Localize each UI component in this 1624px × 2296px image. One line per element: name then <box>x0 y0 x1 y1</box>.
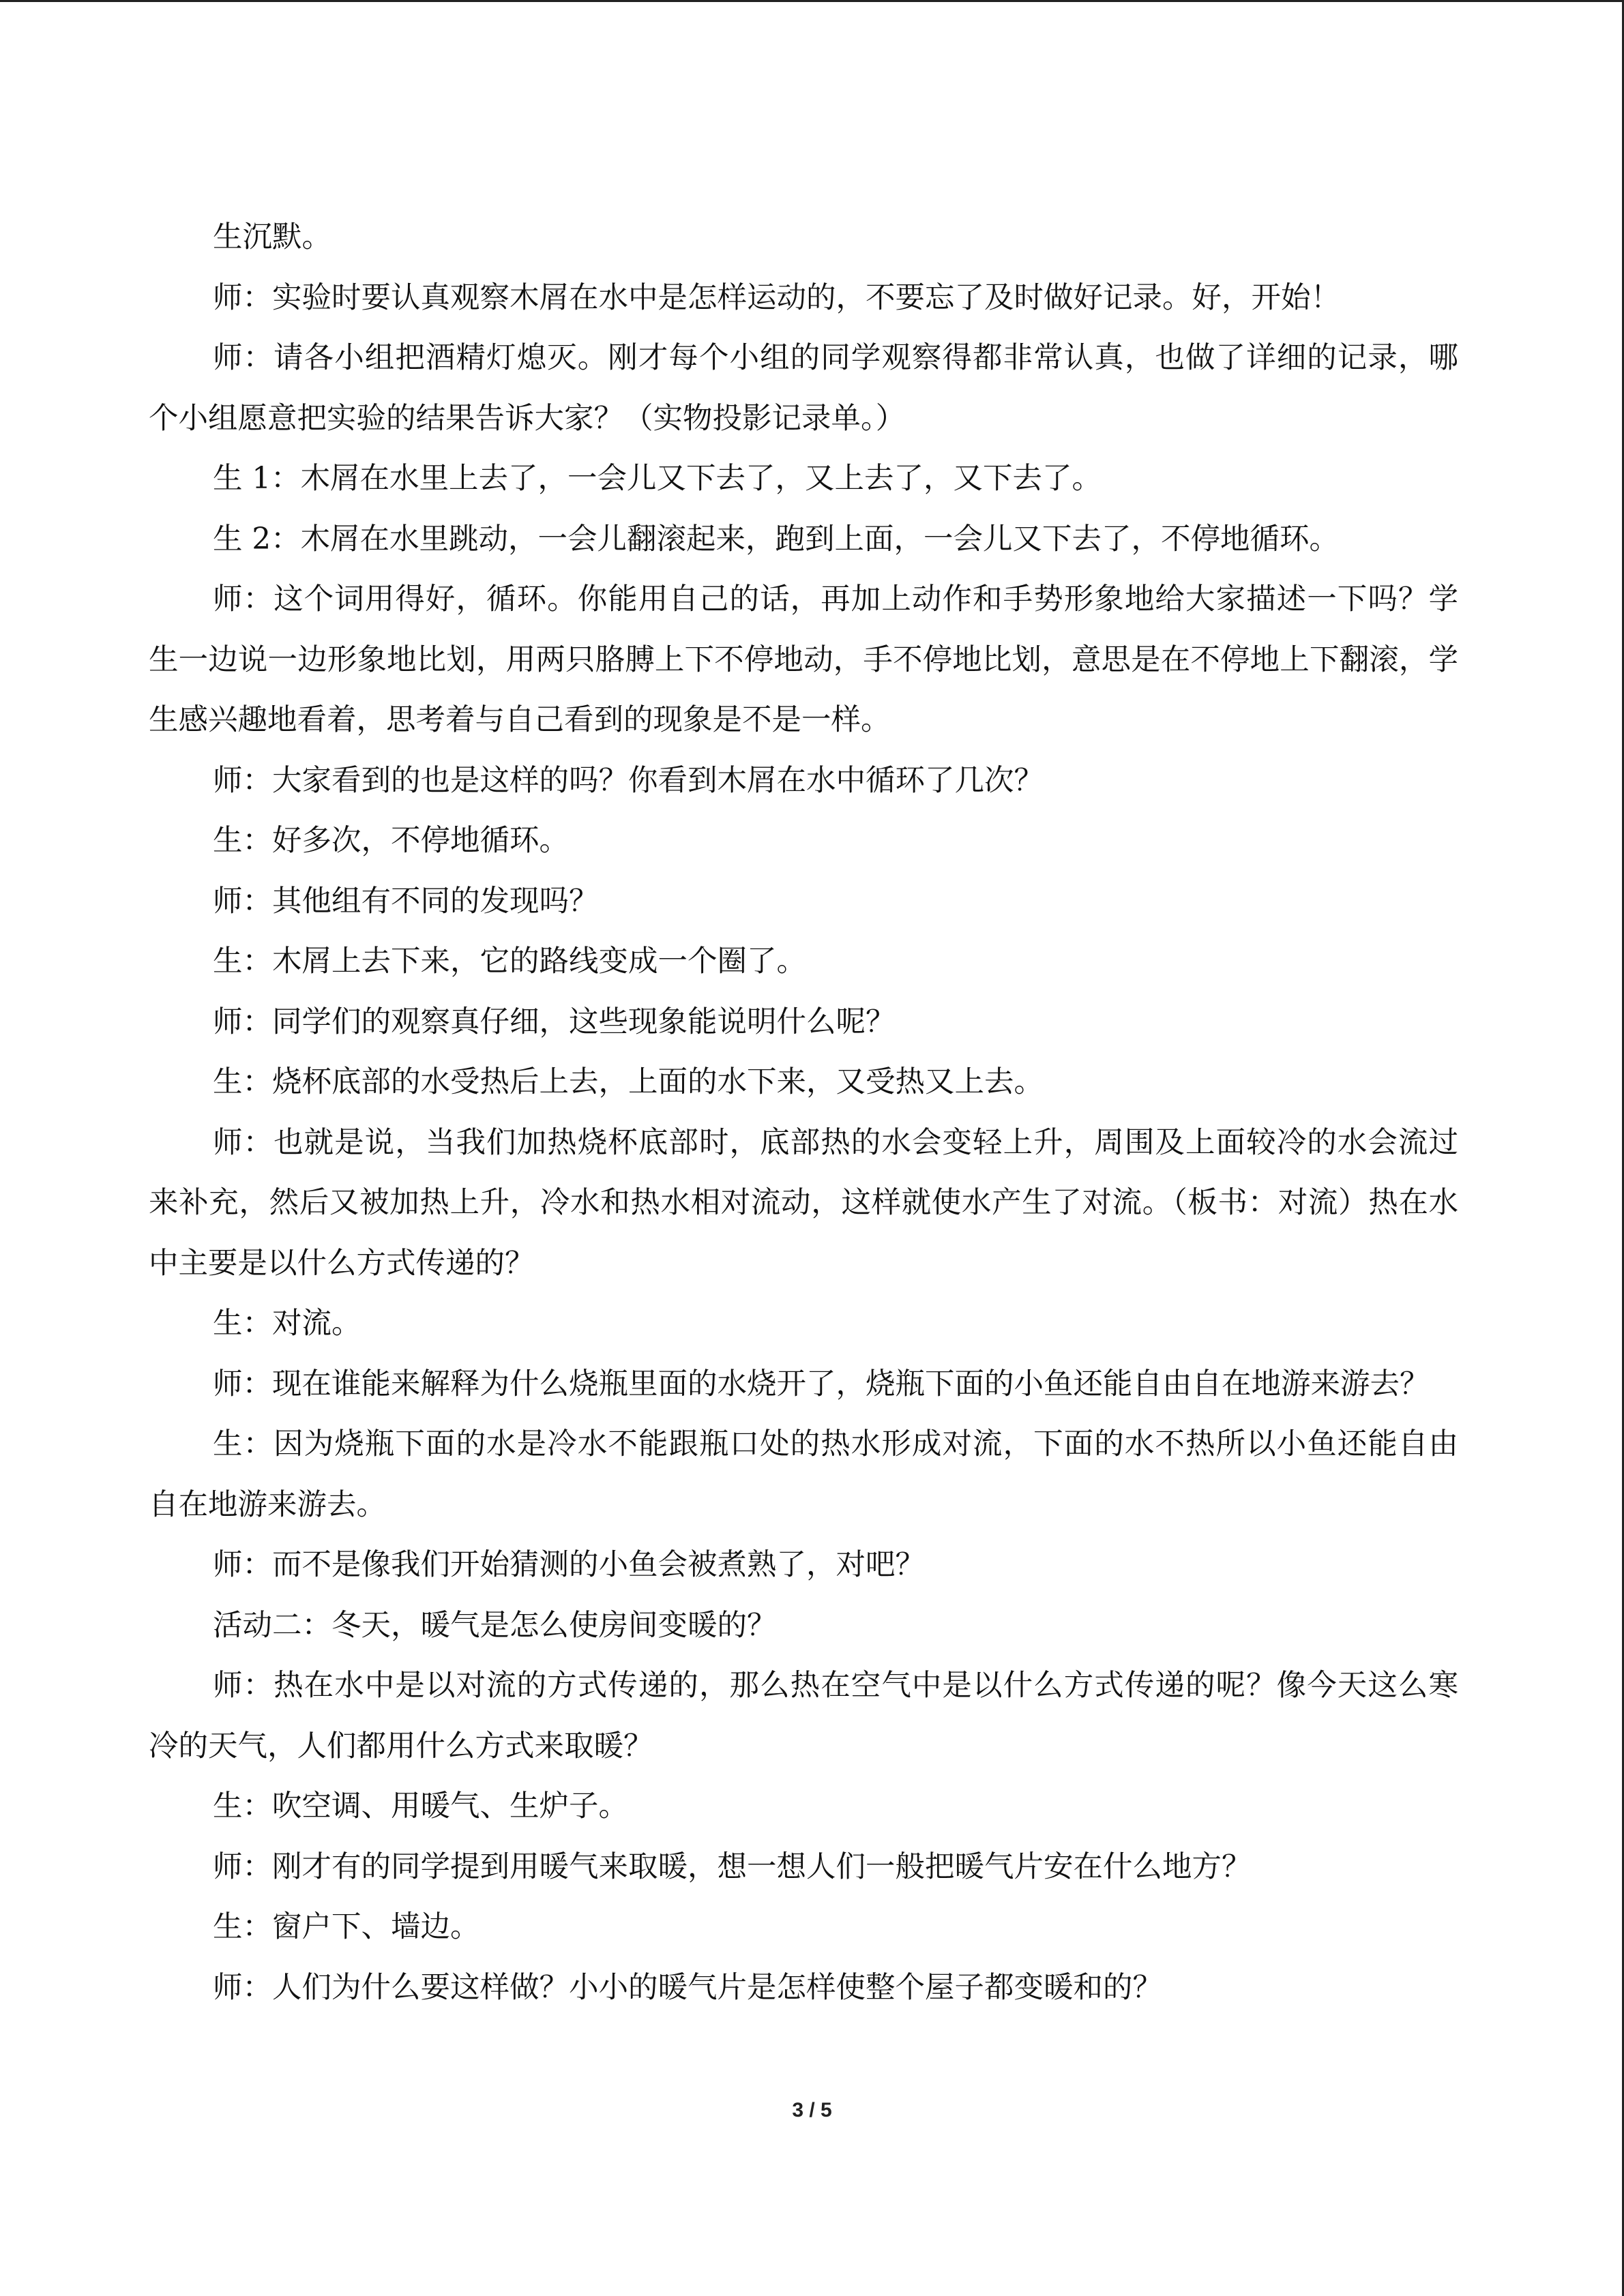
paragraph: 师：热在水中是以对流的方式传递的，那么热在空气中是以什么方式传递的呢？像今天这么寒冷的天气，人们都用什么方式来取暖？ <box>149 1669 1458 1763</box>
paragraph: 师：实验时要认真观察木屑在水中是怎样运动的，不要忘了及时做好记录。好，开始！ <box>213 280 1340 315</box>
paragraph: 师：而不是像我们开始猜测的小鱼会被煮熟了，对吧？ <box>213 1548 925 1582</box>
page-border-top <box>0 0 1624 2</box>
paragraph: 活动二：冬天，暖气是怎么使房间变暖的？ <box>213 1608 777 1643</box>
paragraph: 生：吹空调、用暖气、生炉子。 <box>213 1789 628 1823</box>
paragraph: 生：好多次，不停地循环。 <box>213 824 569 858</box>
paragraph: 师：这个词用得好，循环。你能用自己的话，再加上动作和手势形象地给大家描述一下吗？学生一边说一边形象地比划，用两只胳膊上下不停地动，手不停地比划，意思是在不停地上下翻滚，学生感兴趣地看着，思考着与自己看到的现象是不是一样。 <box>149 582 1458 737</box>
paragraph: 师：大家看到的也是这样的吗？你看到木屑在水中循环了几次？ <box>213 763 1044 798</box>
paragraph: 师：人们为什么要这样做？小小的暖气片是怎样使整个屋子都变暖和的？ <box>213 1970 1162 2005</box>
paragraph: 生沉默。 <box>213 220 331 254</box>
paragraph: 生：木屑上去下来，它的路线变成一个圈了。 <box>213 944 806 979</box>
paragraph: 生：因为烧瓶下面的水是冷水不能跟瓶口处的热水形成对流，下面的水不热所以小鱼还能自由自在地游来游去。 <box>149 1427 1458 1522</box>
paragraph: 师：也就是说，当我们加热烧杯底部时，底部热的水会变轻上升，周围及上面较冷的水会流过来补充，然后又被加热上升，冷水和热水相对流动，这样就使水产生了对流。（板书：对流）热在水中主要是以什么方式传递的？ <box>149 1125 1458 1281</box>
paragraph: 师：其他组有不同的发现吗？ <box>213 884 599 919</box>
paragraph: 生：对流。 <box>213 1307 361 1341</box>
paragraph: 师：刚才有的同学提到用暖气来取暖，想一想人们一般把暖气片安在什么地方？ <box>213 1849 1252 1884</box>
paragraph: 师：请各小组把酒精灯熄灭。刚才每个小组的同学观察得都非常认真，也做了详细的记录，哪个小组愿意把实验的结果告诉大家？（实物投影记录单。） <box>149 341 1458 436</box>
paragraph: 师：现在谁能来解释为什么烧瓶里面的水烧开了，烧瓶下面的小鱼还能自由自在地游来游去？ <box>213 1367 1430 1401</box>
paragraph: 生：烧杯底部的水受热后上去，上面的水下来，又受热又上去。 <box>213 1065 1044 1099</box>
paragraph: 生 2：木屑在水里跳动，一会儿翻滚起来，跑到上面，一会儿又下去了，不停地循环。 <box>213 522 1340 556</box>
page-number: 3 / 5 <box>792 2099 832 2121</box>
paragraph: 生：窗户下、墙边。 <box>213 1910 480 1944</box>
paragraph: 师：同学们的观察真仔细，这些现象能说明什么呢？ <box>213 1004 896 1039</box>
paragraph: 生 1：木屑在水里上去了，一会儿又下去了，又上去了，又下去了。 <box>213 462 1102 496</box>
document-body <box>149 207 1458 2018</box>
